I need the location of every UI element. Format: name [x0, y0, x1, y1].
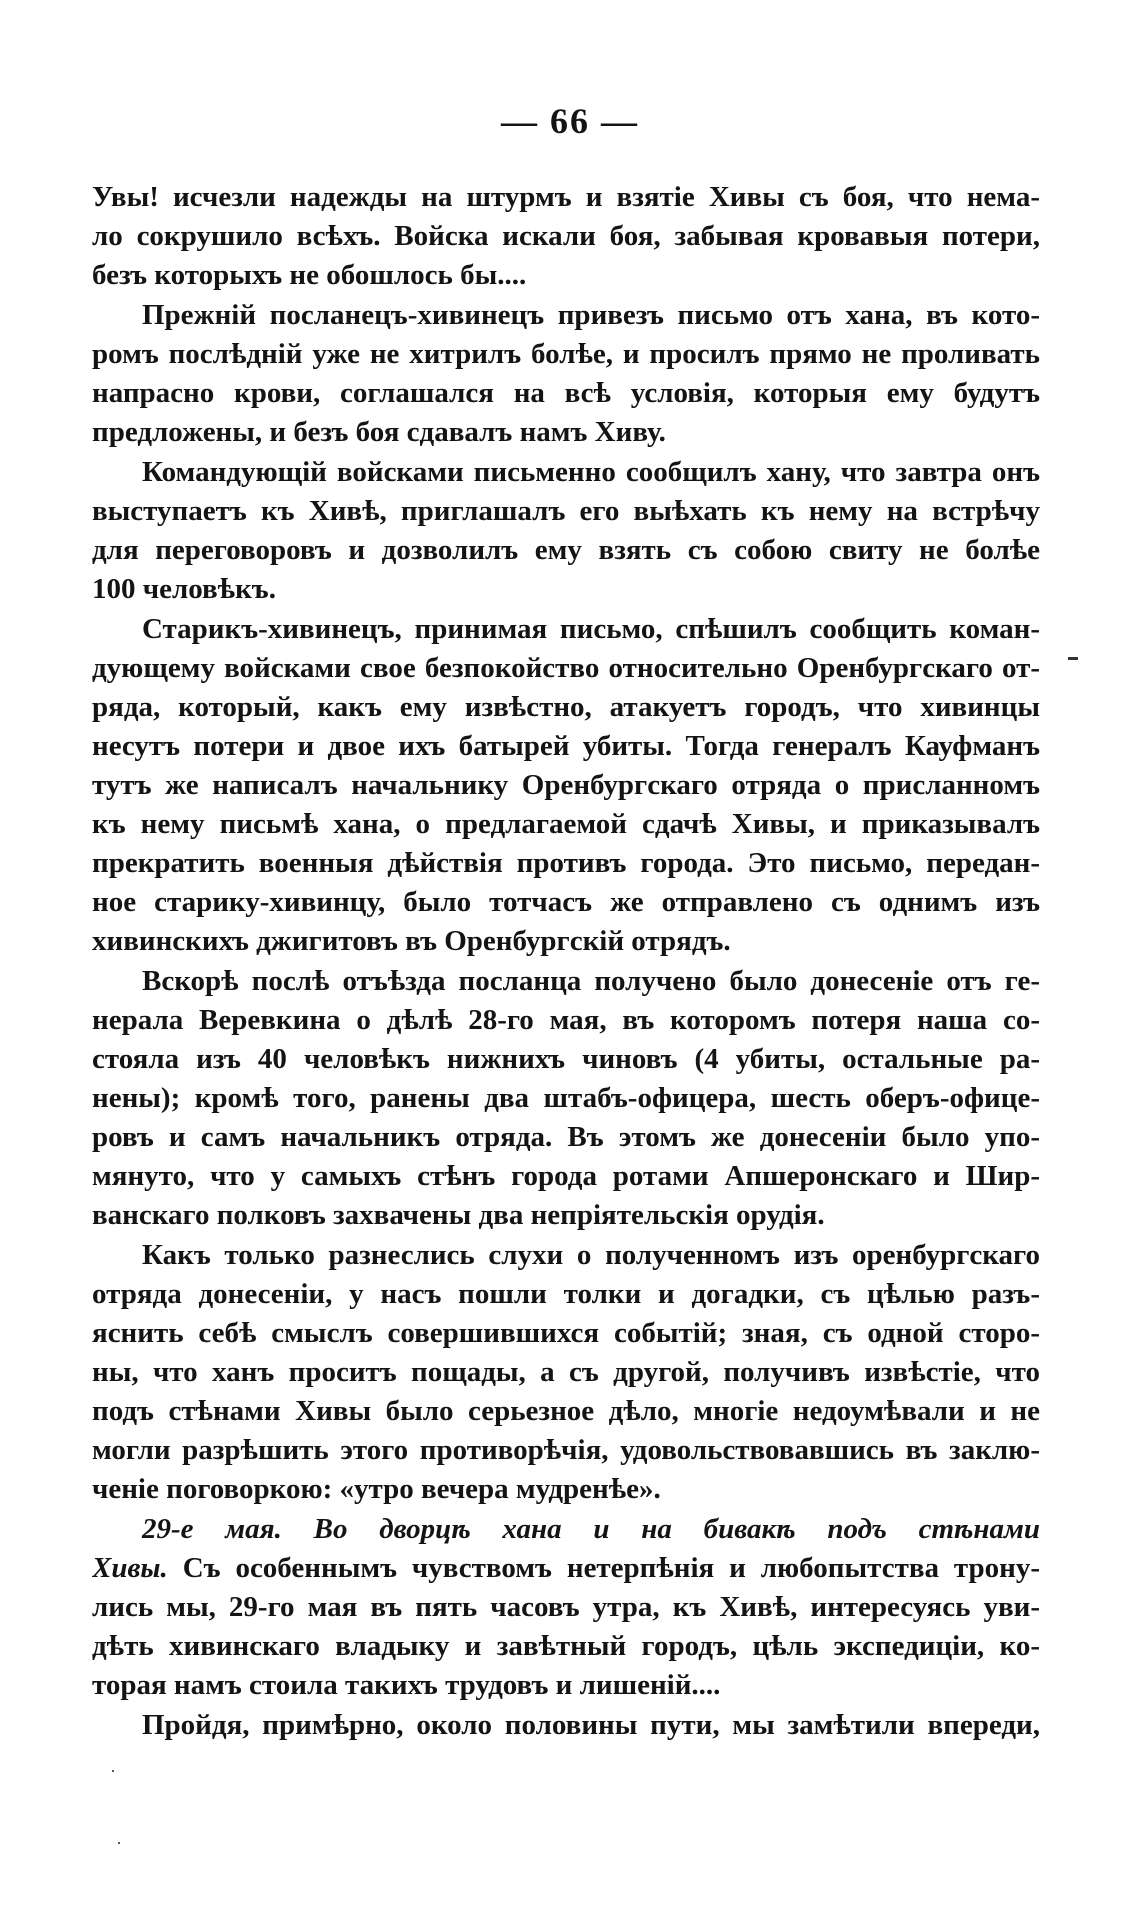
text-line: 100 человѣкъ. — [92, 573, 276, 605]
text-line — [92, 1549, 1040, 1588]
text-line: торая намъ стоила такихъ трудовъ и лишеній.... — [92, 1669, 721, 1701]
section-heading-cont: Хивы. — [92, 1552, 168, 1584]
scan-speck — [118, 1842, 120, 1844]
text-line: отряда донесеніи, у насъ пошли толки и догадки, съ цѣлью разъ- — [92, 1278, 1040, 1310]
paragraph-1 — [92, 178, 1040, 295]
text-line: къ нему письмѣ хана, о предлагаемой сдачѣ Хивы, и приказывалъ — [92, 808, 1040, 840]
text-line: дующему войсками свое безпокойство относительно Оренбургскаго от- — [92, 652, 1040, 684]
text-line: Увы! исчезли надежды на штурмъ и взятіе Хивы съ боя, что нема- — [92, 181, 1040, 213]
text-line: предложены, и безъ боя сдавалъ намъ Хиву. — [92, 416, 666, 448]
paragraph-2 — [92, 296, 1040, 452]
section-heading: 29-е мая. Во дворцѣ хана и на бивакѣ подъ стѣнами — [142, 1513, 1040, 1545]
text-line: нерала Веревкина о дѣлѣ 28-го мая, въ которомъ потеря наша со- — [92, 1004, 1040, 1036]
paragraph-3 — [92, 453, 1040, 609]
text-line: мянуто, что у самыхъ стѣнъ города ротами Апшеронскаго и Шир- — [92, 1160, 1040, 1192]
paragraph-8 — [92, 1706, 1040, 1745]
scan-speck — [112, 1770, 114, 1772]
text-line: ны, что ханъ проситъ пощады, а съ другой, получивъ извѣстіе, что — [92, 1356, 1040, 1388]
text-line: Командующій войсками письменно сообщилъ хану, что завтра онъ — [142, 456, 1040, 488]
text-line: несутъ потери и двое ихъ батырей убиты. Тогда генералъ Кауфманъ — [92, 730, 1040, 762]
text-line: для переговоровъ и дозволилъ ему взять съ собою свиту не болѣе — [92, 534, 1040, 566]
text-line: яснить себѣ смыслъ совершившихся событій; зная, съ одной сторо- — [92, 1317, 1040, 1349]
text-line: могли разрѣшить этого противорѣчія, удовольствовавшись въ заклю- — [92, 1434, 1040, 1466]
text-line: хивинскихъ джигитовъ въ Оренбургскій отрядъ. — [92, 925, 731, 957]
text-line: Какъ только разнеслись слухи о полученномъ изъ оренбургскаго — [142, 1239, 1040, 1271]
text-line: Старикъ-хивинецъ, принимая письмо, спѣшилъ сообщить коман- — [142, 613, 1040, 645]
text-line: Пройдя, примѣрно, около половины пути, мы замѣтили впереди, — [142, 1709, 1040, 1741]
paragraph-7 — [92, 1510, 1040, 1705]
text-line: ченіе поговоркою: «утро вечера мудренѣе». — [92, 1473, 661, 1505]
text-line: Прежній посланецъ-хивинецъ привезъ письмо отъ хана, въ кото- — [142, 299, 1040, 331]
text-line: безъ которыхъ не обошлось бы.... — [92, 259, 527, 291]
text-line: ровъ и самъ начальникъ отряда. Въ этомъ же донесеніи было упо- — [92, 1121, 1040, 1153]
text-line: тутъ же написалъ начальнику Оренбургскаго отряда о присланномъ — [92, 769, 1040, 801]
paragraph-6 — [92, 1236, 1040, 1509]
text-line: ное старику-хивинцу, было тотчасъ же отправлено съ однимъ изъ — [92, 886, 1040, 918]
page-number: — 66 — — [501, 101, 639, 141]
text-line: ряда, который, какъ ему извѣстно, атакуетъ городъ, что хивинцы — [92, 691, 1040, 723]
paragraph-5 — [92, 962, 1040, 1235]
text-line: прекратить военныя дѣйствія противъ города. Это письмо, передан- — [92, 847, 1040, 879]
text-line: подъ стѣнами Хивы было серьезное дѣло, многіе недоумѣвали и не — [92, 1395, 1040, 1427]
text-body — [92, 178, 1040, 1745]
text-line: нены); кромѣ того, ранены два штабъ-офицера, шесть оберъ-офице- — [92, 1082, 1040, 1114]
margin-mark — [1068, 657, 1078, 660]
text-line: напрасно крови, соглашался на всѣ условія, которыя ему будутъ — [92, 377, 1040, 409]
text-line: выступаетъ къ Хивѣ, приглашалъ его выѣхать къ нему на встрѣчу — [92, 495, 1040, 527]
paragraph-4 — [92, 610, 1040, 961]
text-line: лись мы, 29-го мая въ пять часовъ утра, къ Хивѣ, интересуясь уви- — [92, 1591, 1040, 1623]
text-line: ванскаго полковъ захвачены два непріятельскія орудія. — [92, 1199, 825, 1231]
text-line: дѣть хивинскаго владыку и завѣтный городъ, цѣль экспедиціи, ко- — [92, 1630, 1040, 1662]
text-line: стояла изъ 40 человѣкъ нижнихъ чиновъ (4 убиты, остальные ра- — [92, 1043, 1040, 1075]
text-fragment: Съ особеннымъ чувствомъ нетерпѣнія и любопытства трону- — [167, 1552, 1040, 1584]
text-line: ромъ послѣдній уже не хитрилъ болѣе, и просилъ прямо не проливать — [92, 338, 1040, 370]
text-line: Вскорѣ послѣ отъѣзда посланца получено было донесеніе отъ ге- — [142, 965, 1040, 997]
text-line: ло сокрушило всѣхъ. Войска искали боя, забывая кровавыя потери, — [92, 220, 1040, 252]
